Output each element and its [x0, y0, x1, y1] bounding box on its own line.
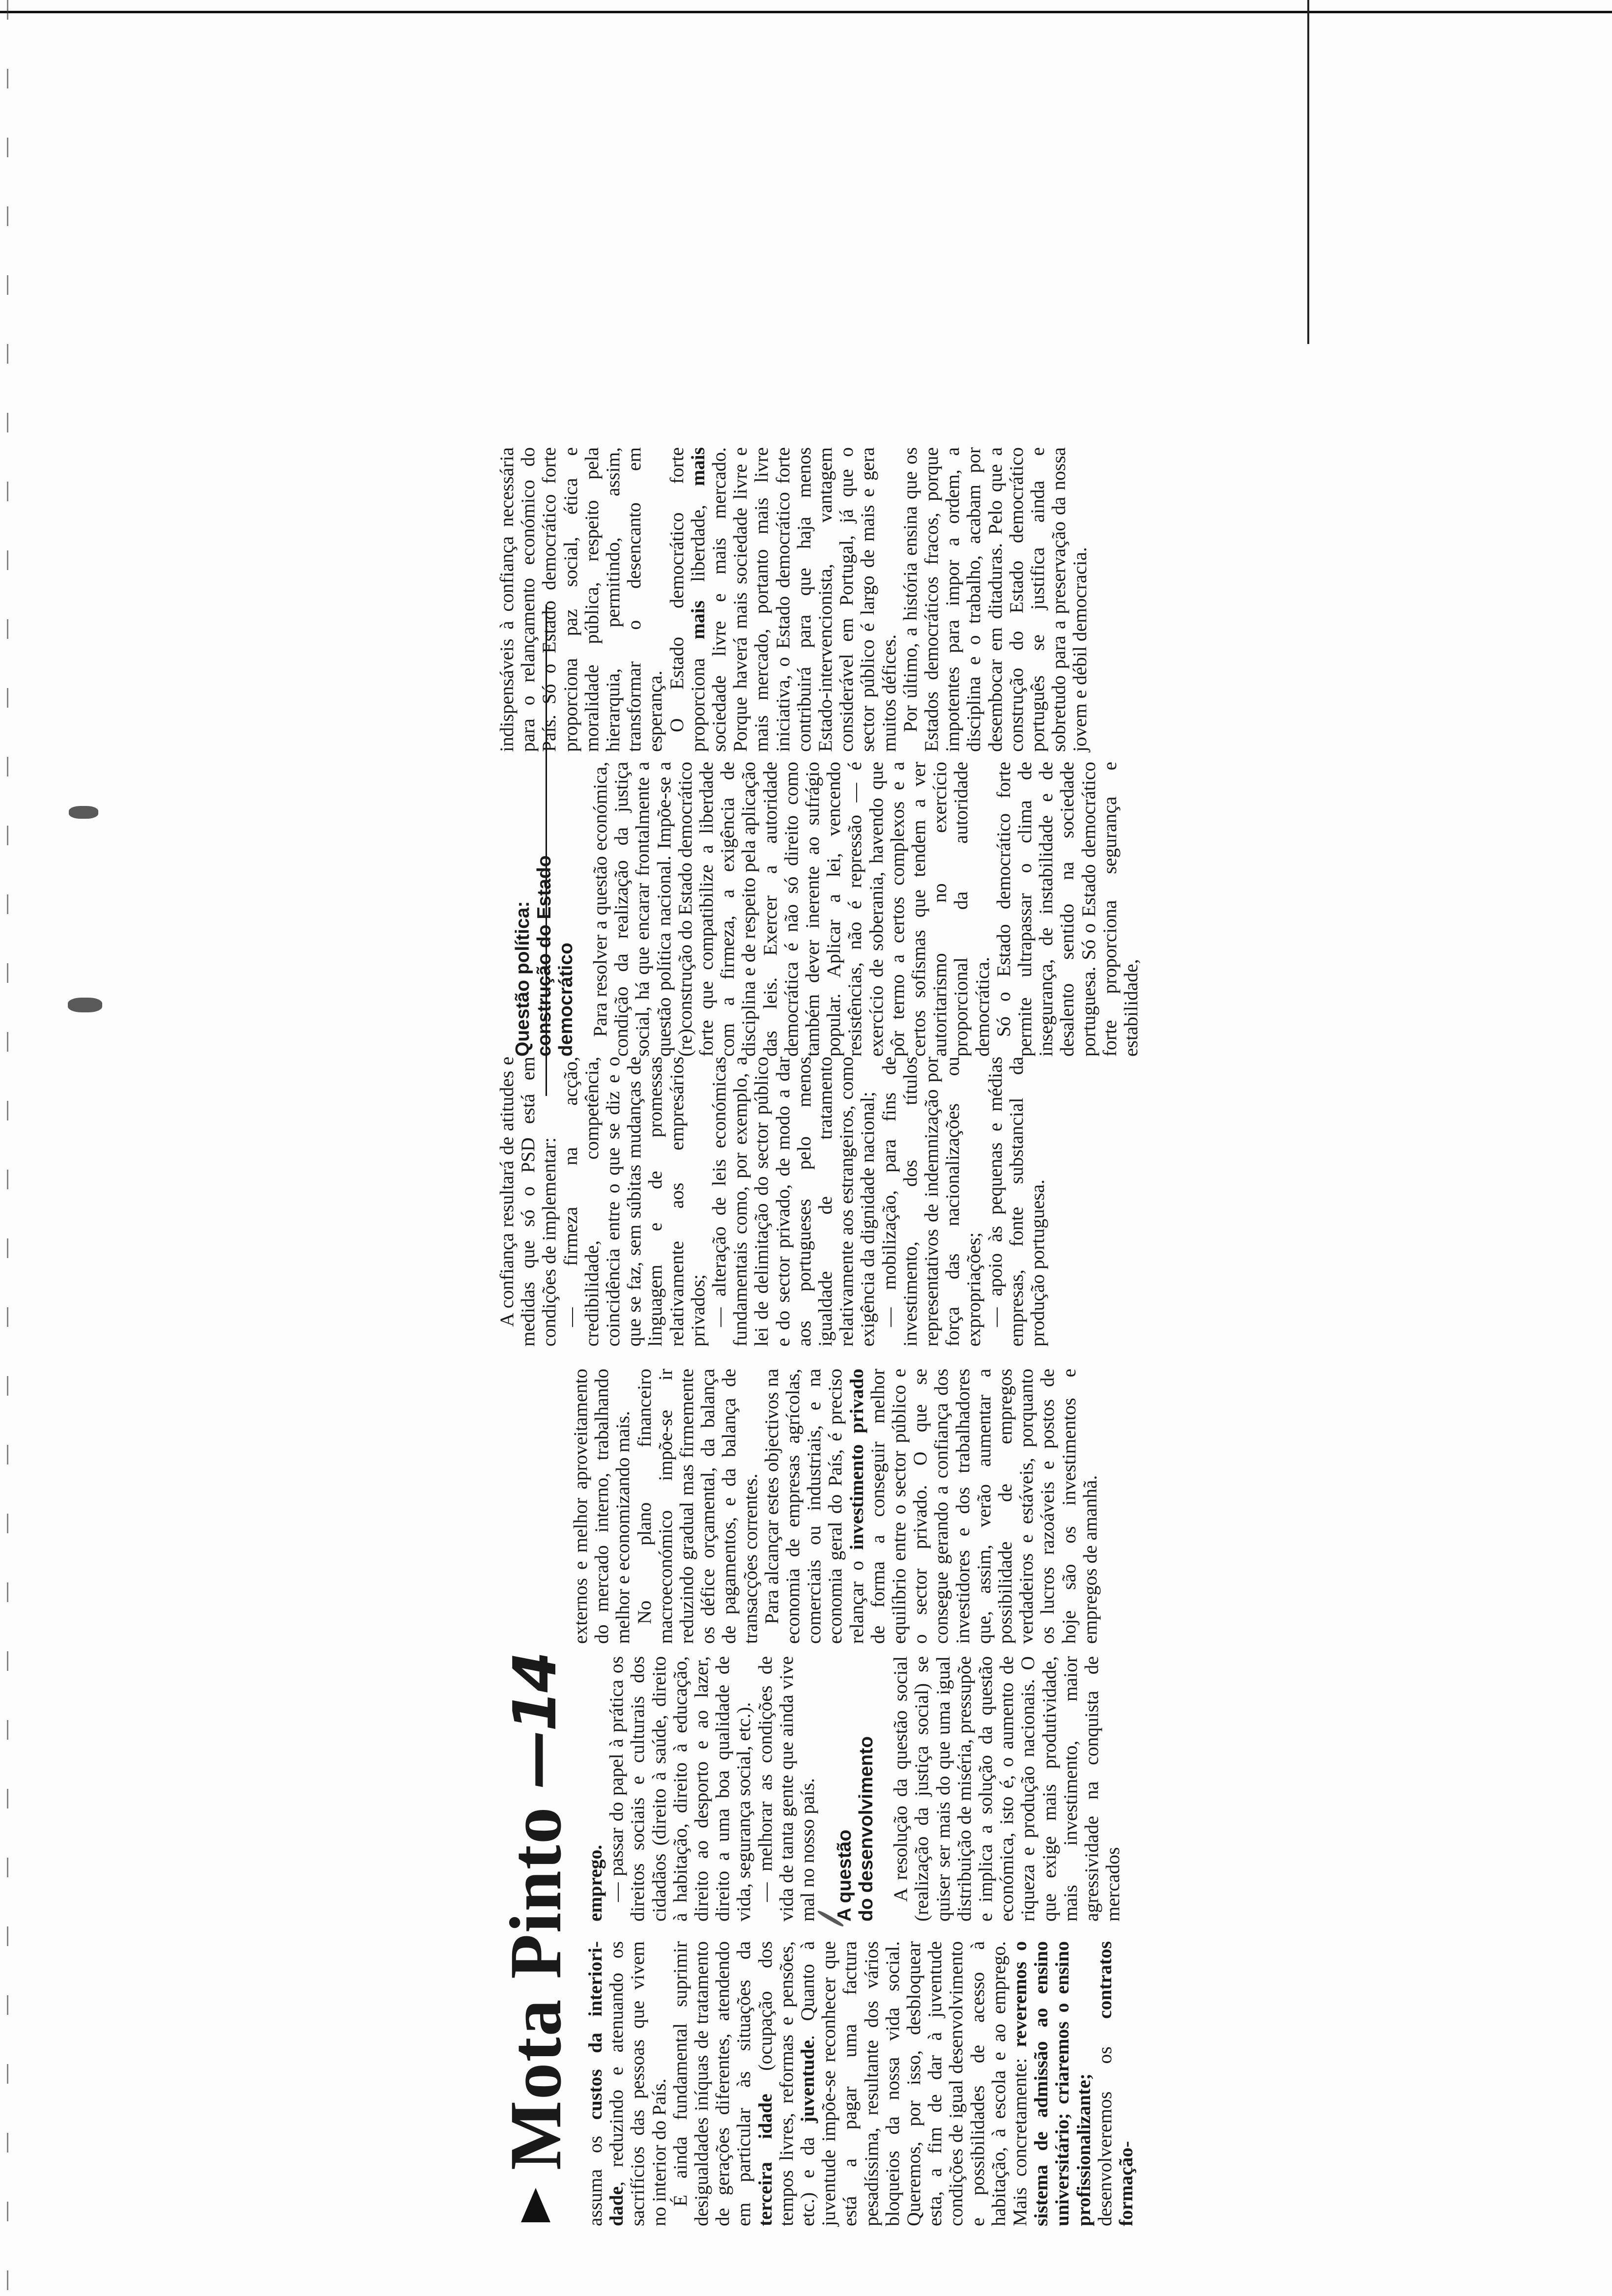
text-run: — alteração de leis económicas fundamentais como, por exemplo, a lei de delimitação do sector público e do sector privado, de modo a dar aos portugueses pelo menos igualdade de tratamento relativamente aos estrangeiros, como exigência da dignidade nacional; — [708, 1057, 879, 1347]
text-run: No plano financeiro macroeconómico impõe-se ir reduzindo gradual mas firmemente os défice orçamental, da balança de pagamentos, e da balança de transacções correntes. — [633, 1369, 761, 1644]
text-run: Para alcançar estes objectivos na economia de empresas agrícolas, comerciais ou industriais, e na economia geral do País, é preciso relançar o — [760, 1369, 867, 1644]
paragraph — [890, 1656, 1123, 1922]
article-column — [585, 1656, 1123, 1922]
paragraph — [900, 447, 1091, 752]
scan-smudge — [69, 806, 98, 819]
article-column — [496, 762, 1142, 1057]
article-column — [496, 1057, 1048, 1347]
section-heading-line: democrático — [555, 943, 576, 1057]
text-run: indispensáveis à confiança necessária para o relançamento económico do País. Só o Estado democrático forte proporciona paz social, ética e moralidade pública, respeito pela hierarquia, permitindo, assim, transformar o desencanto em esperança. — [496, 447, 666, 752]
article-column — [570, 1369, 1101, 1644]
text-run: assuma os — [584, 2120, 606, 2226]
section-heading — [512, 762, 577, 1057]
text-run: É ainda fundamental suprimir desigualdades iníquas de tratamento de gerações diferentes, atendendo em particular às situações da — [669, 1941, 755, 2226]
newspaper-article — [496, 54, 1612, 2226]
paragraph — [761, 1369, 1101, 1644]
text-run: A resolução da questão social (realização da justiça social) se quiser ser mais do que uma igual distribuição de miséria, pressupõe e implica a solução da questão económica, isto é, o aumento de riqueza e produção nacionais. O que exige mais produtividade, mais investimento, maior agressividade na conquista de mercados — [890, 1656, 1124, 1922]
paragraph — [670, 1941, 1137, 2226]
bold-text-run: reveremos o sistema de admissão ao ensino universitário; criaremos o ensino profissionalizante; — [1009, 1941, 1094, 2226]
bold-text-run: investimento privado — [845, 1369, 867, 1550]
handwritten-mark: —14 — [501, 1653, 570, 1789]
text-run: A confiança resultará de atitudes e medidas que só o PSD está em condições de implementar: — [496, 1057, 560, 1347]
section-heading-line: A questão — [834, 1829, 856, 1922]
bold-text-run: emprego. — [584, 1844, 606, 1922]
text-run: desenvolveremos os — [1094, 2018, 1116, 2226]
paragraph — [666, 447, 900, 752]
text-run: sociedade livre e mais mercado. Porque haverá mais sociedade livre e mais mercado, portanto mais livre iniciativa, o Estado democrático forte contribuirá para que haja menos Estado-intervencionista, vantagem considerável em Portugal, já que o sector público é largo de mais e gera muitos défices. — [708, 447, 900, 752]
paragraph — [879, 1057, 985, 1347]
paragraph — [985, 1057, 1049, 1347]
text-run: Por último, a história ensina que os Estados democráticos fracos, porque impotentes para impor a ordem, a disciplina e o trabalho, acabam por desembocar em ditaduras. Pelo que a construção do Estado democrático português se justifica ainda e sobretudo para a preservação da nossa jovem e débil democracia. — [899, 447, 1091, 752]
scan-top-border — [0, 11, 1612, 13]
text-run: (ocupação dos tempos livres, reformas e pensões, etc.) e da — [754, 1941, 819, 2226]
text-run: — melhorar as condições de vida de tanta gente que ainda vive mal no nosso país. — [754, 1656, 819, 1922]
paragraph — [585, 1941, 670, 2226]
section-heading-line: construção do Estado — [534, 855, 555, 1057]
text-run: . Quanto à juventude impõe-se reconhecer que está a pagar uma factura pesadíssima, resultante dos vários bloqueios da nossa vida social. Queremos, por isso, desbloquear esta, a fim de dar à juventude condições de igual desenvolvimento e possibilidades de acesso à habitação, à escola e ao emprego. Mais concretamente: — [797, 1941, 1031, 2226]
paragraph — [560, 1057, 709, 1347]
paragraph — [755, 1656, 819, 1922]
paragraph — [570, 1369, 634, 1644]
paragraph — [993, 762, 1142, 1057]
paragraph — [590, 762, 993, 1057]
headline: Mota Pinto — [495, 1806, 576, 2170]
headline-block — [496, 1653, 575, 2226]
section-heading-line: do desenvolvimento — [856, 1736, 877, 1922]
handwritten-number: 14 — [501, 1653, 570, 1732]
bold-text-run: terceira idade — [754, 2094, 776, 2226]
text-run: externos e melhor aproveitamento do mercado interno, trabalhando melhor e economizando mais. — [570, 1369, 634, 1644]
paragraph — [634, 1369, 761, 1644]
text-run: O Estado democrático forte proporciona — [665, 447, 709, 752]
paragraph — [496, 1057, 560, 1347]
scan-left-edge — [7, 0, 8, 2296]
scan-smudge — [68, 998, 102, 1012]
article-column — [585, 1941, 1137, 2226]
text-run: de forma a conseguir melhor equilíbrio entre o sector público e o sector privado. O que se consegue gerando a confiança dos investidores e dos trabalhadores que, assim, verão aumentar a possibilidade de empregos verdadeiros e estáveis, porquanto os lucros razoáveis e postos de hoje são os investimentos e empregos de amanhã. — [866, 1369, 1101, 1644]
text-run: — mobilização, para fins de investimento, dos títulos representativos de indemnização por força das nacionalizações ou expropriações; — [878, 1057, 985, 1347]
bold-text-run: mais — [687, 447, 709, 486]
bold-text-run: mais — [687, 601, 709, 640]
text-run: liberdade, — [687, 486, 709, 601]
bold-text-run: juventude — [797, 2040, 819, 2124]
paragraph — [496, 447, 666, 752]
text-run: — apoio às pequenas e médias empresas, fonte substancial da produção portuguesa. — [984, 1057, 1049, 1347]
paragraph — [709, 1057, 879, 1347]
text-run: , reduzindo e atenuando os sacrifícios das pessoas que vivem no interior do País. — [605, 1941, 670, 2226]
section-heading-line: Questão política: — [512, 901, 533, 1057]
section-heading — [834, 1656, 877, 1922]
paragraph — [606, 1656, 754, 1922]
headline-arrow-icon — [521, 2188, 550, 2222]
text-run: — passar do papel à prática os direitos sociais e culturais dos cidadãos (direito à saúde, direito à habitação, direito à educação, direito ao desporto e ao lazer, direito a uma boa qualidade de vida, segurança social, etc.). — [605, 1656, 755, 1922]
bold-text-run: custos da interiori-dade — [584, 1941, 628, 2226]
paragraph — [585, 1656, 606, 1922]
article-column — [496, 447, 1091, 752]
text-run: Para resolver a questão económica, condição da realização da justiça social, há que encarar frontalmente a questão política nacional. Impõe-se a (re)construção do Estado democrático forte que compatibilize a liberdade com a firmeza, a exigência de disciplina e de respeito pela aplicação das leis. Exercer a autoridade democrática é não só direito como também dever inerente ao sufrágio popular. Aplicar a lei, vencendo resistências, não é repressão — é exercício de soberania, havendo que pôr termo a certos complexos e a certos sofismas que tendem a ver autoritarismo no exercício proporcional da autoridade democrática. — [589, 762, 993, 1057]
bold-text-run: contratos formação- — [1094, 1941, 1137, 2226]
text-run: — firmeza na acção, credibilidade, competência, coincidência entre o que se diz e o que se faz, sem súbitas mudanças de linguagem e de promessas relativamente aos empresários privados; — [559, 1057, 709, 1347]
text-run: Só o Estado democrático forte permite ultrapassar o clima de insegurança, de instabilidade e de desalento sentido na sociedade portuguesa. Só o Estado democrático forte proporciona segurança e estabilidade, — [992, 762, 1142, 1057]
